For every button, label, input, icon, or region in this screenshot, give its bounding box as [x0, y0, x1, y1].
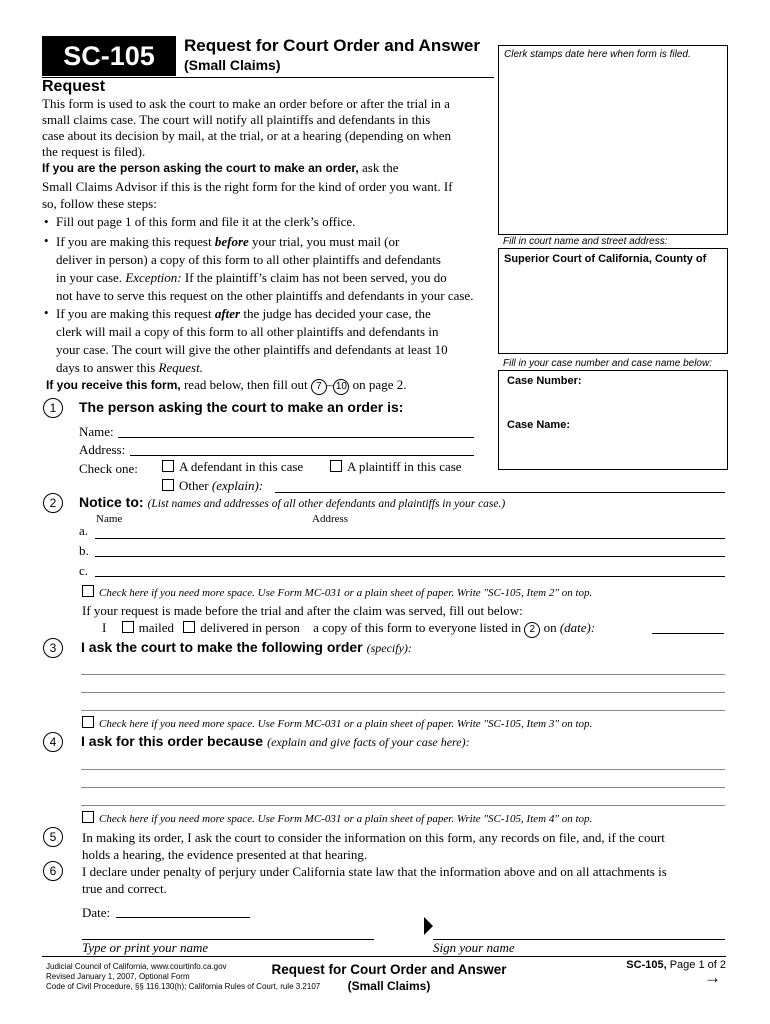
option-plaintiff-label: A plaintiff in this case: [347, 459, 462, 474]
served-copy: a copy of this form to everyone listed in: [313, 620, 522, 635]
item-number-5: 5: [43, 827, 63, 847]
form-id-block: [42, 36, 176, 76]
intro-line: the request is filed).: [42, 144, 146, 159]
step-2: [56, 233, 473, 305]
item4-line[interactable]: [81, 805, 725, 806]
ref-item-2: 2: [524, 622, 540, 638]
item3-line[interactable]: [81, 692, 725, 693]
bullet: •: [44, 233, 49, 248]
served-text: If your request is made before the trial and after the claim was served, fill out below:: [82, 603, 523, 618]
served-date-field[interactable]: [652, 633, 724, 634]
item6-line: I declare under penalty of perjury under California state law that the information above and on all attachments is: [82, 864, 667, 879]
item5-line: In making its order, I ask the court to consider the information on this form, any records on file, and, if the court: [82, 830, 665, 845]
intro-line: small claims case. The court will notify all plaintiffs and defendants in this: [42, 112, 431, 127]
clerk-stamp-box[interactable]: [498, 45, 728, 235]
step2-em: before: [214, 234, 249, 249]
clerk-stamp-label: Clerk stamps date here when form is filed.: [504, 49, 691, 60]
type-name-label: Type or print your name: [82, 940, 209, 955]
option-other-explain: (explain):: [211, 478, 264, 493]
court-name-value: Superior Court of California, County of: [504, 253, 707, 265]
case-name-label: Case Name:: [507, 419, 570, 431]
item4-line[interactable]: [81, 787, 725, 788]
asking-line: so, follow these steps:: [42, 196, 157, 211]
request-heading: Request: [42, 78, 106, 95]
item-number-2: 2: [43, 493, 63, 513]
item3-more-space[interactable]: [82, 716, 592, 731]
step-1: Fill out page 1 of this form and file it at the clerk’s office.: [56, 214, 356, 229]
item-number-1: 1: [43, 398, 63, 418]
item4-more-space[interactable]: [82, 811, 592, 826]
checkbox-item4-more-space[interactable]: [82, 811, 94, 823]
item4-more-space-text: Check here if you need more space. Use Form MC-031 or a plain sheet of paper. Write "SC-105, Item 4" on top.: [99, 813, 593, 825]
served-delivered: delivered in person: [200, 620, 300, 635]
checkbox-plaintiff[interactable]: [330, 460, 342, 472]
step2-b: your trial, you must mail (or: [252, 234, 400, 249]
asking-paragraph: [42, 160, 398, 176]
item3-more-space-text: Check here if you need more space. Use Form MC-031 or a plain sheet of paper. Write "SC-105, Item 3" on top.: [99, 718, 593, 730]
notice-row-b-field[interactable]: [95, 556, 725, 557]
receive-dash: –: [326, 377, 334, 392]
item5-line: holds a hearing, the evidence presented at that hearing.: [82, 847, 368, 862]
served-i: I: [102, 620, 107, 635]
step2-d: in your case.: [56, 270, 123, 285]
court-name-field[interactable]: [498, 248, 728, 354]
checkbox-delivered[interactable]: [183, 621, 195, 633]
item4-explain: (explain and give facts of your case here):: [267, 735, 470, 749]
checkbox-item3-more-space[interactable]: [82, 716, 94, 728]
step3-em: after: [214, 306, 241, 321]
item4-heading-line: [81, 733, 470, 751]
footer-page-number: Page 1 of 2: [669, 959, 726, 971]
address-label: Address:: [79, 442, 126, 457]
served-line: [102, 620, 595, 638]
case-info-box: [498, 370, 728, 470]
step3-b: the judge has decided your case, the: [243, 306, 431, 321]
checkbox-mailed[interactable]: [122, 621, 134, 633]
item5-text: [82, 829, 665, 863]
step3-c: clerk will mail a copy of this form to all other plaintiffs and defendants in: [56, 324, 439, 339]
step2-c: deliver in person) a copy of this form to all other plaintiffs and defendants: [56, 252, 441, 267]
sign-here-arrow-icon: [424, 917, 433, 935]
col-name-header: Name: [96, 513, 123, 525]
item6-line: true and correct.: [82, 881, 167, 896]
intro-line: case about its decision by mail, at the trial, or at a hearing (depending on when: [42, 128, 452, 143]
option-plaintiff[interactable]: [330, 459, 462, 475]
footer-rule: [42, 956, 726, 957]
form-title: Request for Court Order and Answer: [184, 36, 480, 55]
receive-a: read below, then fill out: [183, 377, 308, 392]
item1-heading: The person asking the court to make an order is:: [79, 399, 404, 415]
item2-more-space-text: Check here if you need more space. Use Form MC-031 or a plain sheet of paper. Write "SC-105, Item 2" on top.: [99, 587, 593, 599]
step-3: [56, 305, 448, 377]
served-mailed: mailed: [138, 620, 174, 635]
item3-line[interactable]: [81, 710, 725, 711]
item6-text: [82, 863, 667, 897]
step3-em2: Request.: [158, 360, 203, 375]
address-field[interactable]: [130, 455, 474, 456]
header-rule: [42, 77, 494, 78]
asking-rest: ask the: [362, 160, 399, 175]
footer-form-id: SC-105,: [626, 959, 667, 971]
notice-row-label: a.: [79, 523, 89, 538]
request-intro: [42, 96, 494, 160]
ref-item-7: 7: [311, 379, 327, 395]
option-other-label: Other: [179, 478, 209, 493]
notice-row-a-field[interactable]: [95, 538, 725, 539]
form-subtitle: (Small Claims): [184, 57, 281, 73]
receive-b: on page 2.: [352, 377, 407, 392]
name-field[interactable]: [118, 437, 474, 438]
notice-row-label: b.: [79, 543, 89, 558]
bullet: •: [44, 305, 49, 320]
receive-line: [46, 377, 406, 395]
step2-e: If the plaintiff’s claim has not been served, you do: [184, 270, 447, 285]
served-date-label: (date):: [559, 620, 596, 635]
court-label: Fill in court name and street address:: [503, 236, 668, 247]
date-field[interactable]: [116, 917, 250, 918]
item4-heading: I ask for this order because: [81, 733, 264, 749]
step3-e: days to answer this: [56, 360, 156, 375]
option-other[interactable]: [162, 478, 263, 494]
intro-line: This form is used to ask the court to make an order before or after the trial in a: [42, 96, 450, 111]
footer-code: Code of Civil Procedure, §§ 116.130(h); California Rules of Court, rule 3.2107: [46, 982, 321, 991]
checkbox-item2-more-space[interactable]: [82, 585, 94, 597]
footer-subtitle: (Small Claims): [347, 979, 431, 993]
case-label: Fill in your case number and case name below:: [503, 358, 712, 369]
check-one-label: Check one:: [79, 461, 138, 476]
step2-f: not have to serve this request on the other plaintiffs and defendants in your case.: [56, 288, 474, 303]
checkbox-defendant[interactable]: [162, 460, 174, 472]
asking-lines: [42, 178, 453, 212]
item2-heading-line: [79, 494, 505, 512]
next-page-arrow-icon[interactable]: →: [704, 968, 721, 987]
item4-line[interactable]: [81, 769, 725, 770]
item3-heading-line: [81, 639, 412, 657]
item2-instruction: (List names and addresses of all other defendants and plaintiffs in your case.): [147, 498, 506, 510]
receive-bold: If you receive this form,: [46, 378, 181, 392]
option-defendant[interactable]: [162, 459, 303, 475]
ref-item-10: 10: [333, 379, 349, 395]
item3-heading: I ask the court to make the following order: [81, 639, 363, 655]
item3-specify: (specify):: [366, 641, 412, 655]
name-label: Name:: [79, 424, 114, 439]
col-address-header: Address: [312, 513, 349, 525]
step3-a: If you are making this request: [56, 306, 212, 321]
step3-d: your case. The court will give the other plaintiffs and defendants at least 10: [56, 342, 448, 357]
footer-revised: Revised January 1, 2007, Optional Form: [46, 972, 190, 981]
case-number-label: Case Number:: [507, 375, 582, 387]
sign-name-label: Sign your name: [433, 940, 515, 955]
option-defendant-label: A defendant in this case: [179, 459, 304, 474]
footer-title: Request for Court Order and Answer: [271, 962, 507, 977]
form-id: SC-105: [63, 41, 155, 71]
asking-line: Small Claims Advisor if this is the right form for the kind of order you want. If: [42, 179, 453, 194]
footer-council: Judicial Council of California, www.courtinfo.ca.gov: [46, 962, 227, 971]
item3-line[interactable]: [81, 674, 725, 675]
item-number-6: 6: [43, 861, 63, 881]
notice-row-label: c.: [79, 563, 89, 578]
checkbox-other[interactable]: [162, 479, 174, 491]
item-number-4: 4: [43, 732, 63, 752]
step2-a: If you are making this request: [56, 234, 212, 249]
item2-heading: Notice to:: [79, 494, 144, 510]
date-label: Date:: [82, 905, 111, 920]
bullet: •: [44, 214, 49, 229]
step2-exception: Exception:: [125, 270, 182, 285]
item-number-3: 3: [43, 638, 63, 658]
served-on: on: [543, 620, 557, 635]
asking-bold: If you are the person asking the court to make an order,: [42, 161, 359, 175]
notice-row-c-field[interactable]: [95, 576, 725, 577]
item2-more-space[interactable]: [82, 585, 592, 600]
other-explain-field[interactable]: [275, 492, 725, 493]
